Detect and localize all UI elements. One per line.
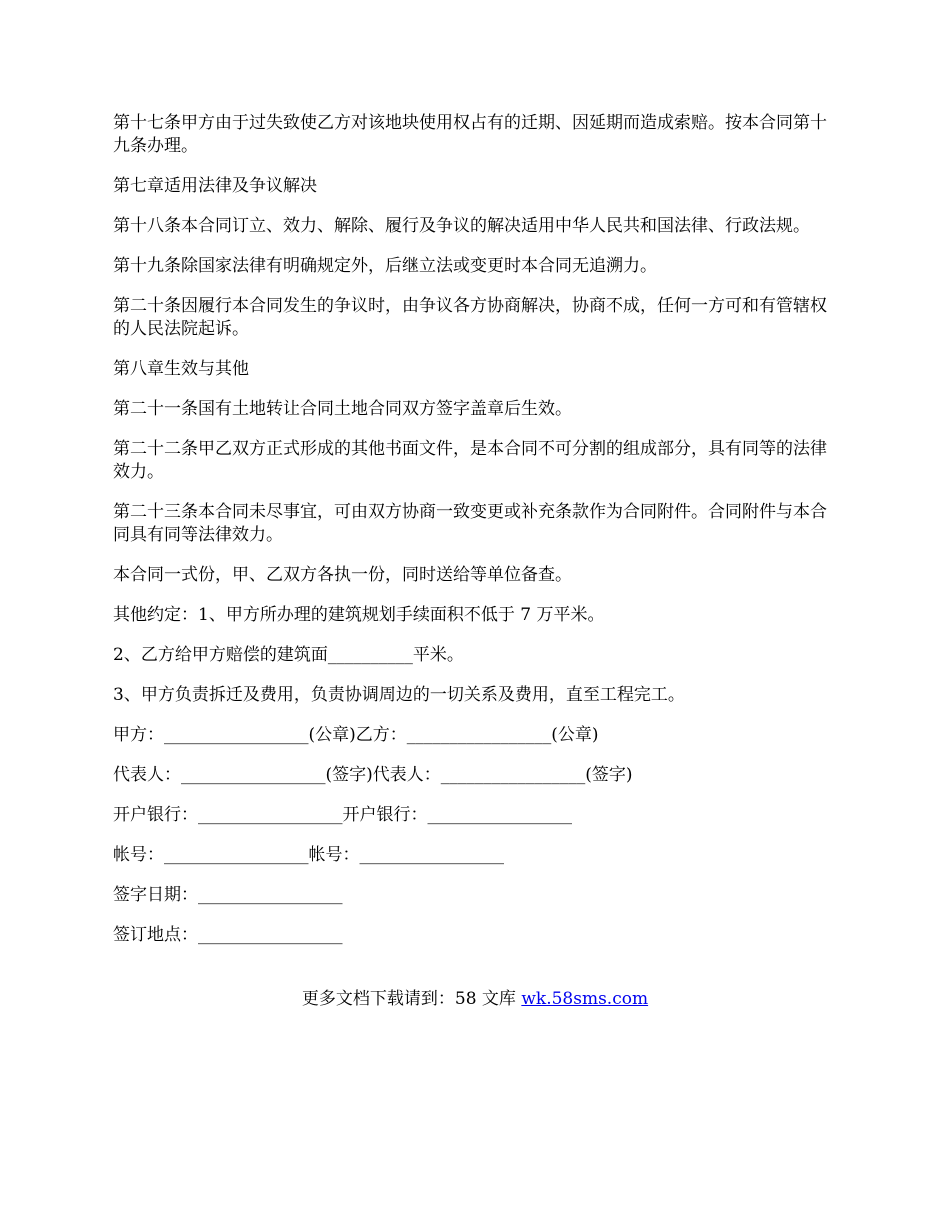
article-19: 第十九条除国家法律有明确规定外，后继立法或变更时本合同无追溯力。	[113, 256, 657, 276]
footer-text: 更多文档下载请到：58 文库	[301, 989, 522, 1009]
article-21: 第二十一条国有土地转让合同土地合同双方签字盖章后生效。	[113, 399, 572, 419]
other-agreement-2: 2、乙方给甲方赔偿的建筑面__________平米。	[113, 645, 464, 665]
article-22: 第二十二条甲乙双方正式形成的其他书面文件，是本合同不可分割的组成部分，具有同等的法律效力。	[113, 439, 827, 482]
document-body	[113, 112, 841, 964]
account-line: 帐号：_________________帐号：_________________	[113, 845, 504, 865]
article-17: 第十七条甲方由于过失致使乙方对该地块使用权占有的迁期、因延期而造成索赔。按本合同第十九条办理。	[113, 113, 827, 156]
article-23: 第二十三条本合同未尽事宜，可由双方协商一致变更或补充条款作为合同附件。合同附件与本合同具有同等法律效力。	[113, 502, 827, 545]
sign-date-line: 签字日期：_________________	[113, 885, 343, 905]
other-agreement-1: 其他约定：1、甲方所办理的建筑规划手续面积不低于 7 万平米。	[113, 605, 605, 625]
chapter-8-heading: 第八章生效与其他	[113, 359, 249, 379]
sign-place-line: 签订地点：_________________	[113, 925, 343, 945]
party-seal-line: 甲方：_________________(公章)乙方：_________________(公章)	[113, 725, 599, 745]
other-agreement-3: 3、甲方负责拆迁及费用，负责协调周边的一切关系及费用，直至工程完工。	[113, 685, 685, 705]
copies-clause: 本合同一式份，甲、乙双方各执一份，同时送给等单位备查。	[113, 565, 572, 585]
footer-link[interactable]: wk.58sms.com	[521, 989, 649, 1009]
chapter-7-heading: 第七章适用法律及争议解决	[113, 176, 317, 196]
representative-line: 代表人：_________________(签字)代表人：_________________(签字)	[113, 765, 633, 785]
bank-line: 开户银行：_________________开户银行：_________________	[113, 805, 572, 825]
footer	[0, 988, 950, 1011]
article-20: 第二十条因履行本合同发生的争议时，由争议各方协商解决，协商不成，任何一方可和有管辖权的人民法院起诉。	[113, 296, 827, 339]
article-18: 第十八条本合同订立、效力、解除、履行及争议的解决适用中华人民共和国法律、行政法规。	[113, 216, 810, 236]
